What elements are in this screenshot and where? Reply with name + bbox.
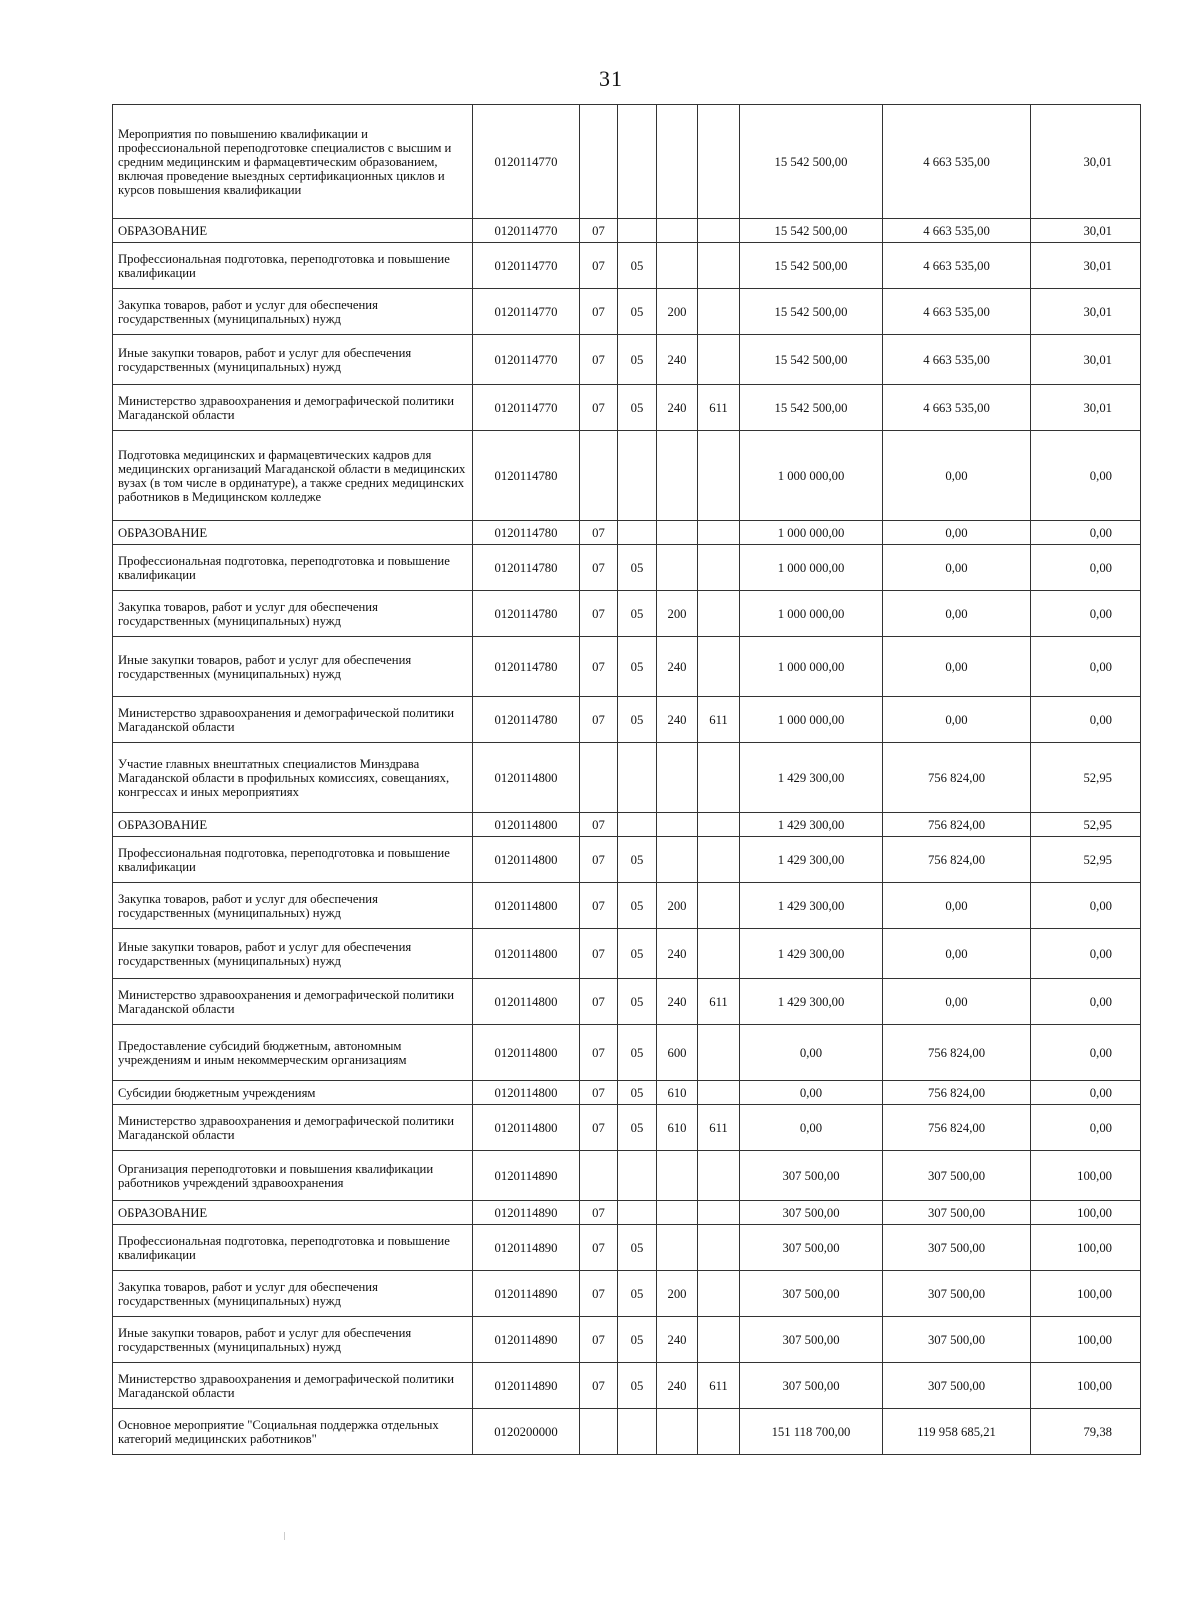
table-row	[113, 219, 1141, 243]
table-row	[113, 929, 1141, 979]
row-section: 07	[580, 289, 618, 335]
row-name: Профессиональная подготовка, переподготовка и повышение квалификации	[113, 1225, 473, 1271]
row-expense-type: 200	[657, 591, 698, 637]
row-code: 0120114800	[473, 1025, 580, 1081]
row-percent: 0,00	[1031, 1081, 1141, 1105]
row-plan-amount: 151 118 700,00	[740, 1409, 883, 1455]
row-expense-type: 610	[657, 1081, 698, 1105]
row-percent: 0,00	[1031, 591, 1141, 637]
row-code: 0120200000	[473, 1409, 580, 1455]
row-code: 0120114770	[473, 385, 580, 431]
table-row	[113, 591, 1141, 637]
row-percent: 100,00	[1031, 1271, 1141, 1317]
row-subsection: 05	[618, 1317, 657, 1363]
table-row	[113, 1081, 1141, 1105]
row-plan-amount: 1 000 000,00	[740, 637, 883, 697]
row-subsection: 05	[618, 1025, 657, 1081]
row-grbs	[698, 521, 740, 545]
table-row	[113, 243, 1141, 289]
row-grbs	[698, 545, 740, 591]
row-fact-amount: 307 500,00	[883, 1225, 1031, 1271]
row-section: 07	[580, 243, 618, 289]
row-percent: 0,00	[1031, 929, 1141, 979]
row-expense-type: 240	[657, 697, 698, 743]
row-plan-amount: 1 429 300,00	[740, 743, 883, 813]
row-fact-amount: 4 663 535,00	[883, 385, 1031, 431]
row-subsection: 05	[618, 545, 657, 591]
row-code: 0120114780	[473, 697, 580, 743]
row-fact-amount: 4 663 535,00	[883, 335, 1031, 385]
row-expense-type: 610	[657, 1105, 698, 1151]
row-name: Подготовка медицинских и фармацевтических кадров для медицинских организаций Магаданской области в медицинских вузах (в том числе в ординатуре), а также средних медицинских работников в Медицинском колледже	[113, 431, 473, 521]
row-code: 0120114800	[473, 979, 580, 1025]
row-section: 07	[580, 813, 618, 837]
row-percent: 52,95	[1031, 837, 1141, 883]
table-row	[113, 1151, 1141, 1201]
row-subsection	[618, 1151, 657, 1201]
row-code: 0120114780	[473, 545, 580, 591]
row-percent: 30,01	[1031, 243, 1141, 289]
row-name: Иные закупки товаров, работ и услуг для обеспечения государственных (муниципальных) нужд	[113, 1317, 473, 1363]
table-row	[113, 697, 1141, 743]
row-plan-amount: 307 500,00	[740, 1363, 883, 1409]
row-name: Организация переподготовки и повышения квалификации работников учреждений здравоохранения	[113, 1151, 473, 1201]
row-expense-type	[657, 837, 698, 883]
row-subsection: 05	[618, 1105, 657, 1151]
row-section: 07	[580, 929, 618, 979]
row-code: 0120114780	[473, 591, 580, 637]
row-section: 07	[580, 979, 618, 1025]
row-subsection: 05	[618, 883, 657, 929]
row-percent: 100,00	[1031, 1201, 1141, 1225]
row-expense-type: 600	[657, 1025, 698, 1081]
row-percent: 30,01	[1031, 335, 1141, 385]
row-subsection: 05	[618, 591, 657, 637]
table-row	[113, 431, 1141, 521]
row-plan-amount: 0,00	[740, 1081, 883, 1105]
row-expense-type: 200	[657, 289, 698, 335]
row-plan-amount: 1 000 000,00	[740, 591, 883, 637]
row-expense-type	[657, 105, 698, 219]
row-subsection: 05	[618, 697, 657, 743]
row-fact-amount: 4 663 535,00	[883, 219, 1031, 243]
row-percent: 30,01	[1031, 289, 1141, 335]
row-grbs	[698, 837, 740, 883]
row-plan-amount: 1 429 300,00	[740, 813, 883, 837]
row-fact-amount: 4 663 535,00	[883, 243, 1031, 289]
row-expense-type: 240	[657, 335, 698, 385]
row-plan-amount: 1 000 000,00	[740, 521, 883, 545]
row-fact-amount: 4 663 535,00	[883, 289, 1031, 335]
row-percent: 100,00	[1031, 1363, 1141, 1409]
row-section: 07	[580, 591, 618, 637]
row-plan-amount: 15 542 500,00	[740, 385, 883, 431]
row-fact-amount: 0,00	[883, 929, 1031, 979]
row-grbs	[698, 637, 740, 697]
table-row	[113, 637, 1141, 697]
row-expense-type	[657, 1151, 698, 1201]
row-plan-amount: 15 542 500,00	[740, 243, 883, 289]
row-percent: 0,00	[1031, 1105, 1141, 1151]
row-fact-amount: 307 500,00	[883, 1201, 1031, 1225]
row-subsection	[618, 743, 657, 813]
row-subsection	[618, 1201, 657, 1225]
row-expense-type: 240	[657, 929, 698, 979]
row-grbs	[698, 243, 740, 289]
row-percent: 52,95	[1031, 813, 1141, 837]
row-section: 07	[580, 545, 618, 591]
row-name: Профессиональная подготовка, переподготовка и повышение квалификации	[113, 545, 473, 591]
row-expense-type: 240	[657, 385, 698, 431]
table-row	[113, 105, 1141, 219]
row-grbs: 611	[698, 979, 740, 1025]
row-percent: 0,00	[1031, 1025, 1141, 1081]
row-percent: 0,00	[1031, 883, 1141, 929]
row-code: 0120114800	[473, 1081, 580, 1105]
row-grbs	[698, 1225, 740, 1271]
table-row	[113, 1105, 1141, 1151]
row-name: Профессиональная подготовка, переподготовка и повышение квалификации	[113, 837, 473, 883]
table-row	[113, 813, 1141, 837]
row-grbs: 611	[698, 697, 740, 743]
row-code: 0120114770	[473, 105, 580, 219]
row-code: 0120114890	[473, 1225, 580, 1271]
row-subsection: 05	[618, 1271, 657, 1317]
budget-execution-table	[112, 104, 1141, 1455]
row-fact-amount: 307 500,00	[883, 1271, 1031, 1317]
row-subsection: 05	[618, 1363, 657, 1409]
row-expense-type	[657, 431, 698, 521]
row-percent: 0,00	[1031, 697, 1141, 743]
row-expense-type: 240	[657, 637, 698, 697]
row-name: Закупка товаров, работ и услуг для обеспечения государственных (муниципальных) нужд	[113, 289, 473, 335]
row-subsection: 05	[618, 979, 657, 1025]
row-plan-amount: 1 429 300,00	[740, 929, 883, 979]
row-name: Участие главных внештатных специалистов Минздрава Магаданской области в профильных комиссиях, совещаниях, конгрессах и иных мероприятиях	[113, 743, 473, 813]
row-percent: 0,00	[1031, 521, 1141, 545]
table-row	[113, 837, 1141, 883]
row-fact-amount: 756 824,00	[883, 813, 1031, 837]
row-section: 07	[580, 1081, 618, 1105]
row-fact-amount: 119 958 685,21	[883, 1409, 1031, 1455]
table-row	[113, 1225, 1141, 1271]
row-section: 07	[580, 1271, 618, 1317]
row-code: 0120114890	[473, 1151, 580, 1201]
row-name: Иные закупки товаров, работ и услуг для обеспечения государственных (муниципальных) нужд	[113, 637, 473, 697]
row-expense-type	[657, 813, 698, 837]
page-number: 31	[599, 66, 623, 91]
row-code: 0120114800	[473, 883, 580, 929]
row-fact-amount: 0,00	[883, 521, 1031, 545]
row-grbs	[698, 1271, 740, 1317]
row-fact-amount: 0,00	[883, 979, 1031, 1025]
row-name: Министерство здравоохранения и демографической политики Магаданской области	[113, 1363, 473, 1409]
row-expense-type	[657, 243, 698, 289]
table-row	[113, 979, 1141, 1025]
table-row	[113, 521, 1141, 545]
row-code: 0120114770	[473, 219, 580, 243]
row-name: Министерство здравоохранения и демографической политики Магаданской области	[113, 979, 473, 1025]
row-grbs	[698, 813, 740, 837]
row-expense-type	[657, 1201, 698, 1225]
row-subsection: 05	[618, 1081, 657, 1105]
row-percent: 79,38	[1031, 1409, 1141, 1455]
row-name: Министерство здравоохранения и демографической политики Магаданской области	[113, 1105, 473, 1151]
row-fact-amount: 0,00	[883, 545, 1031, 591]
row-fact-amount: 307 500,00	[883, 1151, 1031, 1201]
row-subsection	[618, 521, 657, 545]
table-row	[113, 385, 1141, 431]
row-code: 0120114890	[473, 1201, 580, 1225]
row-subsection: 05	[618, 837, 657, 883]
row-name: Министерство здравоохранения и демографической политики Магаданской области	[113, 385, 473, 431]
row-fact-amount: 307 500,00	[883, 1317, 1031, 1363]
row-percent: 0,00	[1031, 979, 1141, 1025]
row-fact-amount: 0,00	[883, 883, 1031, 929]
row-section	[580, 1409, 618, 1455]
row-fact-amount: 0,00	[883, 697, 1031, 743]
row-grbs	[698, 1201, 740, 1225]
row-section: 07	[580, 1025, 618, 1081]
row-grbs	[698, 1081, 740, 1105]
row-code: 0120114800	[473, 743, 580, 813]
table-row	[113, 289, 1141, 335]
row-subsection: 05	[618, 1225, 657, 1271]
row-name: ОБРАЗОВАНИЕ	[113, 813, 473, 837]
row-subsection	[618, 219, 657, 243]
row-name: Мероприятия по повышению квалификации и профессиональной переподготовке специалистов с высшим и средним медицинским и фармацевтическим образованием, включая проведение выездных сертификационных циклов и курсов повышения квалификации	[113, 105, 473, 219]
row-expense-type	[657, 1225, 698, 1271]
row-name: Министерство здравоохранения и демографической политики Магаданской области	[113, 697, 473, 743]
row-grbs	[698, 591, 740, 637]
row-name: ОБРАЗОВАНИЕ	[113, 521, 473, 545]
row-name: Закупка товаров, работ и услуг для обеспечения государственных (муниципальных) нужд	[113, 1271, 473, 1317]
row-code: 0120114800	[473, 813, 580, 837]
row-code: 0120114890	[473, 1317, 580, 1363]
row-grbs: 611	[698, 1363, 740, 1409]
row-section: 07	[580, 1105, 618, 1151]
row-subsection	[618, 813, 657, 837]
row-expense-type: 240	[657, 1363, 698, 1409]
row-percent: 0,00	[1031, 545, 1141, 591]
row-expense-type: 200	[657, 1271, 698, 1317]
table-row	[113, 743, 1141, 813]
row-fact-amount: 0,00	[883, 431, 1031, 521]
row-percent: 30,01	[1031, 219, 1141, 243]
row-code: 0120114770	[473, 243, 580, 289]
row-section: 07	[580, 219, 618, 243]
table-row	[113, 1201, 1141, 1225]
row-fact-amount: 307 500,00	[883, 1363, 1031, 1409]
table-row	[113, 1271, 1141, 1317]
row-percent: 100,00	[1031, 1317, 1141, 1363]
row-subsection	[618, 431, 657, 521]
row-grbs	[698, 105, 740, 219]
row-section: 07	[580, 335, 618, 385]
row-code: 0120114770	[473, 289, 580, 335]
row-percent: 100,00	[1031, 1151, 1141, 1201]
table-row	[113, 1025, 1141, 1081]
row-section: 07	[580, 385, 618, 431]
scan-mark	[284, 1532, 285, 1540]
row-expense-type: 200	[657, 883, 698, 929]
row-grbs	[698, 335, 740, 385]
row-section	[580, 1151, 618, 1201]
row-name: Профессиональная подготовка, переподготовка и повышение квалификации	[113, 243, 473, 289]
row-plan-amount: 0,00	[740, 1105, 883, 1151]
row-section: 07	[580, 637, 618, 697]
row-fact-amount: 756 824,00	[883, 837, 1031, 883]
table-row	[113, 883, 1141, 929]
row-subsection: 05	[618, 929, 657, 979]
table-row	[113, 545, 1141, 591]
row-fact-amount: 0,00	[883, 591, 1031, 637]
row-code: 0120114890	[473, 1363, 580, 1409]
row-percent: 100,00	[1031, 1225, 1141, 1271]
row-plan-amount: 307 500,00	[740, 1271, 883, 1317]
row-section	[580, 105, 618, 219]
row-fact-amount: 756 824,00	[883, 1081, 1031, 1105]
row-expense-type	[657, 521, 698, 545]
row-section: 07	[580, 1317, 618, 1363]
row-code: 0120114890	[473, 1271, 580, 1317]
row-code: 0120114770	[473, 335, 580, 385]
row-name: ОБРАЗОВАНИЕ	[113, 1201, 473, 1225]
row-section: 07	[580, 521, 618, 545]
row-section	[580, 743, 618, 813]
row-subsection: 05	[618, 243, 657, 289]
row-plan-amount: 307 500,00	[740, 1317, 883, 1363]
row-grbs	[698, 289, 740, 335]
table-row	[113, 335, 1141, 385]
row-section	[580, 431, 618, 521]
row-expense-type	[657, 545, 698, 591]
row-code: 0120114780	[473, 521, 580, 545]
row-grbs	[698, 219, 740, 243]
row-name: Закупка товаров, работ и услуг для обеспечения государственных (муниципальных) нужд	[113, 883, 473, 929]
row-section: 07	[580, 697, 618, 743]
row-expense-type	[657, 1409, 698, 1455]
row-plan-amount: 15 542 500,00	[740, 289, 883, 335]
row-grbs: 611	[698, 1105, 740, 1151]
row-fact-amount: 756 824,00	[883, 1105, 1031, 1151]
row-plan-amount: 15 542 500,00	[740, 105, 883, 219]
table-body	[113, 105, 1141, 1455]
row-name: Иные закупки товаров, работ и услуг для обеспечения государственных (муниципальных) нужд	[113, 929, 473, 979]
row-section: 07	[580, 1225, 618, 1271]
row-grbs	[698, 1317, 740, 1363]
row-plan-amount: 307 500,00	[740, 1225, 883, 1271]
row-section: 07	[580, 883, 618, 929]
row-grbs	[698, 883, 740, 929]
row-code: 0120114800	[473, 1105, 580, 1151]
row-grbs	[698, 1151, 740, 1201]
row-plan-amount: 1 000 000,00	[740, 697, 883, 743]
row-code: 0120114800	[473, 929, 580, 979]
row-grbs	[698, 929, 740, 979]
row-code: 0120114780	[473, 431, 580, 521]
row-plan-amount: 1 000 000,00	[740, 431, 883, 521]
row-subsection: 05	[618, 637, 657, 697]
row-fact-amount: 756 824,00	[883, 1025, 1031, 1081]
row-plan-amount: 1 000 000,00	[740, 545, 883, 591]
row-expense-type: 240	[657, 979, 698, 1025]
row-plan-amount: 15 542 500,00	[740, 219, 883, 243]
row-plan-amount: 0,00	[740, 1025, 883, 1081]
row-percent: 52,95	[1031, 743, 1141, 813]
row-code: 0120114800	[473, 837, 580, 883]
row-plan-amount: 1 429 300,00	[740, 883, 883, 929]
row-fact-amount: 756 824,00	[883, 743, 1031, 813]
row-percent: 0,00	[1031, 637, 1141, 697]
row-code: 0120114780	[473, 637, 580, 697]
row-plan-amount: 1 429 300,00	[740, 979, 883, 1025]
row-percent: 0,00	[1031, 431, 1141, 521]
row-subsection: 05	[618, 335, 657, 385]
row-name: ОБРАЗОВАНИЕ	[113, 219, 473, 243]
row-plan-amount: 307 500,00	[740, 1201, 883, 1225]
row-section: 07	[580, 837, 618, 883]
row-name: Основное мероприятие "Социальная поддержка отдельных категорий медицинских работников"	[113, 1409, 473, 1455]
row-expense-type: 240	[657, 1317, 698, 1363]
row-subsection: 05	[618, 289, 657, 335]
row-name: Предоставление субсидий бюджетным, автономным учреждениям и иным некоммерческим организациям	[113, 1025, 473, 1081]
row-grbs	[698, 1025, 740, 1081]
row-percent: 30,01	[1031, 105, 1141, 219]
row-percent: 30,01	[1031, 385, 1141, 431]
row-subsection: 05	[618, 385, 657, 431]
row-fact-amount: 4 663 535,00	[883, 105, 1031, 219]
row-grbs	[698, 431, 740, 521]
row-plan-amount: 307 500,00	[740, 1151, 883, 1201]
row-fact-amount: 0,00	[883, 637, 1031, 697]
table-row	[113, 1317, 1141, 1363]
row-plan-amount: 15 542 500,00	[740, 335, 883, 385]
row-subsection	[618, 105, 657, 219]
table-row	[113, 1363, 1141, 1409]
table-row	[113, 1409, 1141, 1455]
row-grbs: 611	[698, 385, 740, 431]
row-grbs	[698, 743, 740, 813]
row-expense-type	[657, 743, 698, 813]
row-subsection	[618, 1409, 657, 1455]
row-plan-amount: 1 429 300,00	[740, 837, 883, 883]
row-name: Иные закупки товаров, работ и услуг для обеспечения государственных (муниципальных) нужд	[113, 335, 473, 385]
row-expense-type	[657, 219, 698, 243]
row-name: Субсидии бюджетным учреждениям	[113, 1081, 473, 1105]
row-section: 07	[580, 1201, 618, 1225]
row-grbs	[698, 1409, 740, 1455]
row-section: 07	[580, 1363, 618, 1409]
row-name: Закупка товаров, работ и услуг для обеспечения государственных (муниципальных) нужд	[113, 591, 473, 637]
